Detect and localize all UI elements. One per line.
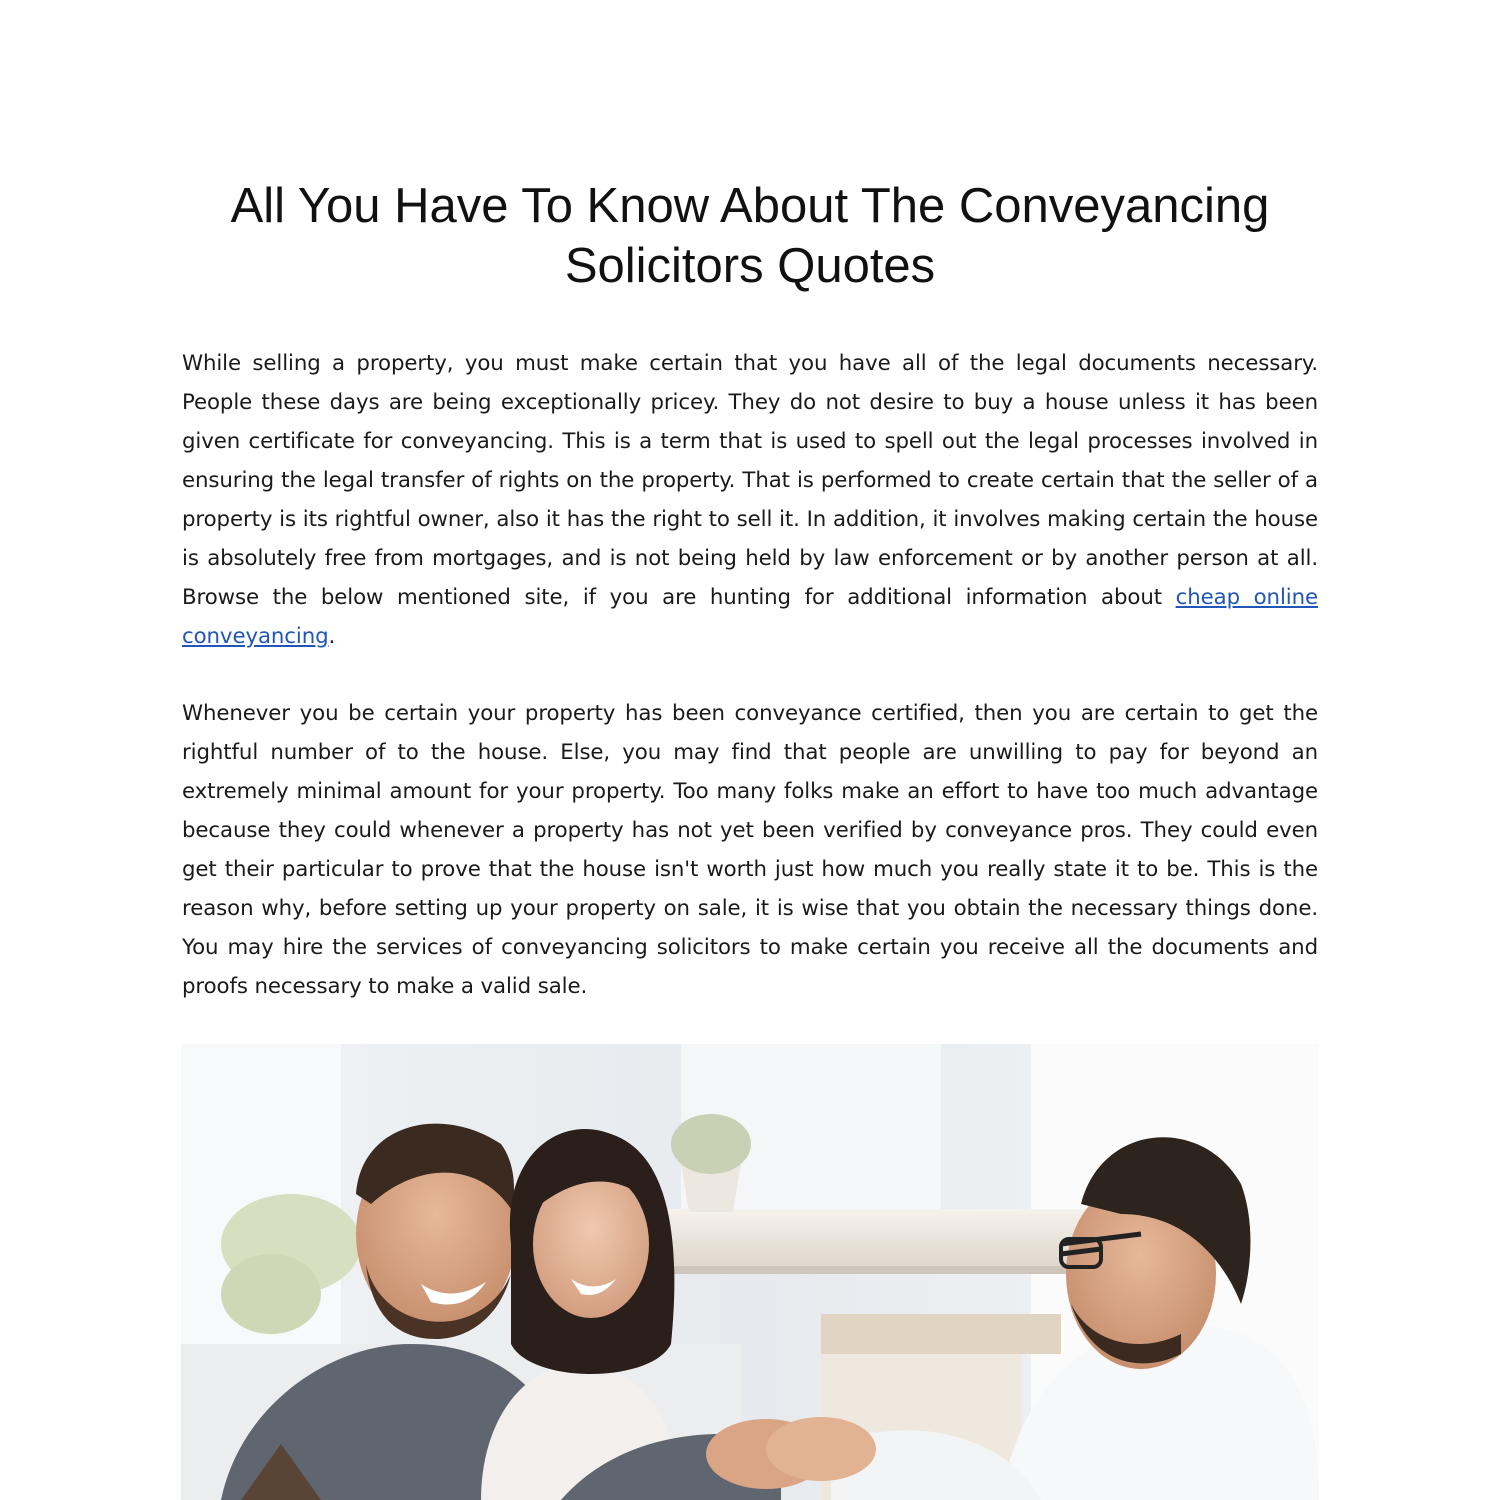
handshake-photo — [181, 1044, 1319, 1500]
paragraph-intro-end: . — [328, 624, 336, 649]
paragraph-intro-text: While selling a property, you must make certain that you have all of the legal documents necessary. People these days are being exceptionally pricey. They do not desire to buy a house unless it has been given certificate for conveyancing. This is a term that is used to spell out the legal processes involved in ensuring the legal transfer of rights on the property. That is performed to create certain that the seller of a property is its rightful owner, also it has the right to sell it. In addition, it involves making certain the house is absolutely free from mortgages, and is not being held by law enforcement or by another person at all. Browse the below mentioned site, if you are hunting for additional information about — [182, 351, 1318, 610]
handshake-photo-illustration — [181, 1044, 1319, 1500]
page-title: All You Have To Know About The Conveyancing Solicitors Quotes — [230, 179, 1270, 293]
paragraph-intro — [182, 344, 1318, 656]
cheap-online-conveyancing-link[interactable]: cheap online conveyancing — [182, 585, 1318, 649]
paragraph-certified: Whenever you be certain your property has been conveyance certified, then you are certain to get the rightful number of to the house. Else, you may find that people are unwilling to pay for beyond an extremely minimal amount for your property. Too many folks make an effort to have too much advantage because they could whenever a property has not yet been verified by conveyance pros. They could even get their particular to prove that the house isn't worth just how much you really state it to be. This is the reason why, before setting up your property on sale, it is wise that you obtain the necessary things done. You may hire the services of conveyancing solicitors to make certain you receive all the documents and proofs necessary to make a valid sale. — [182, 701, 1318, 999]
